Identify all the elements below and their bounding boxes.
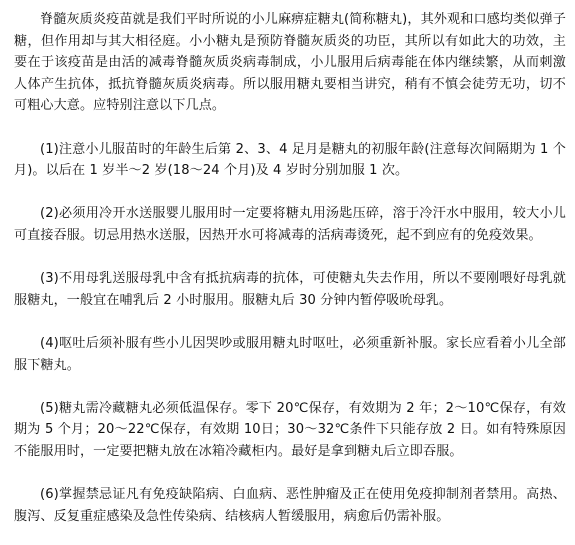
- point-6-paragraph: (6)掌握禁忌证凡有免疫缺陷病、白血病、恶性肿瘤及正在使用免疫抑制剂者禁用。高热、腹泻、反复重症感染及急性传染病、结核病人暂缓服用，病愈后仍需补服。: [14, 487, 566, 524]
- point-2-paragraph: (2)必须用冷开水送服婴儿服用时一定要将糖丸用汤匙压碎，溶于冷汗水中服用，较大小儿可直接吞服。切忌用热水送服，因热开水可将减毒的活病毒烫死，起不到应有的免疫效果。: [14, 206, 566, 243]
- paragraph-spacer: [14, 462, 566, 484]
- intro-paragraph: 脊髓灰质炎疫苗就是我们平时所说的小儿麻痹症糖丸(简称糖丸)，其外观和口感均类似弹子糖，但作用却与其大相径庭。小小糖丸是预防脊髓灰质炎的功臣，其所以有如此大的功效，主要在于该疫苗是由活的减毒脊髓灰质炎病毒制成，小儿服用后病毒能在体内继续繁，从而刺激人体产生抗体，抵抗脊髓灰质炎病毒。所以服用糖丸要相当讲究，稍有不慎会徒劳无功，切不可粗心大意。应特别注意以下几点。: [14, 12, 566, 114]
- paragraph-spacer: [14, 247, 566, 269]
- point-5-paragraph: (5)糖丸需冷藏糖丸必须低温保存。零下 20℃保存，有效期为 2 年；2～10℃保存，有效期为 5 个月；20～22℃保存，有效期 10日；30～32℃条件下只能存放 2 日。如有特殊原因不能服用时，一定要把糖丸放在冰箱冷藏柜内。最好是拿到糖丸后立即吞服。: [14, 400, 566, 459]
- paragraph-spacer: [14, 311, 566, 333]
- article-body: [14, 9, 566, 527]
- point-4-paragraph: (4)呕吐后须补服有些小儿因哭吵或服用糖丸时呕吐，必须重新补服。家长应看着小儿全部服下糖丸。: [14, 335, 566, 373]
- paragraph-spacer: [14, 117, 566, 139]
- point-3-paragraph: (3)不用母乳送服母乳中含有抵抗病毒的抗体，可使糖丸失去作用，所以不要刚喂好母乳就服糖丸，一般宜在哺乳后 2 小时服用。服糖丸后 30 分钟内暂停吸吮母乳。: [14, 271, 566, 308]
- point-1-paragraph: (1)注意小儿服苗时的年龄生后第 2、3、4 足月是糖丸的初服年龄(注意每次间隔期为 1 个月)。以后在 1 岁半～2 岁(18～24 个月)及 4 岁时分别加服 1 次。: [14, 141, 566, 179]
- paragraph-spacer: [14, 182, 566, 204]
- paragraph-spacer: [14, 376, 566, 398]
